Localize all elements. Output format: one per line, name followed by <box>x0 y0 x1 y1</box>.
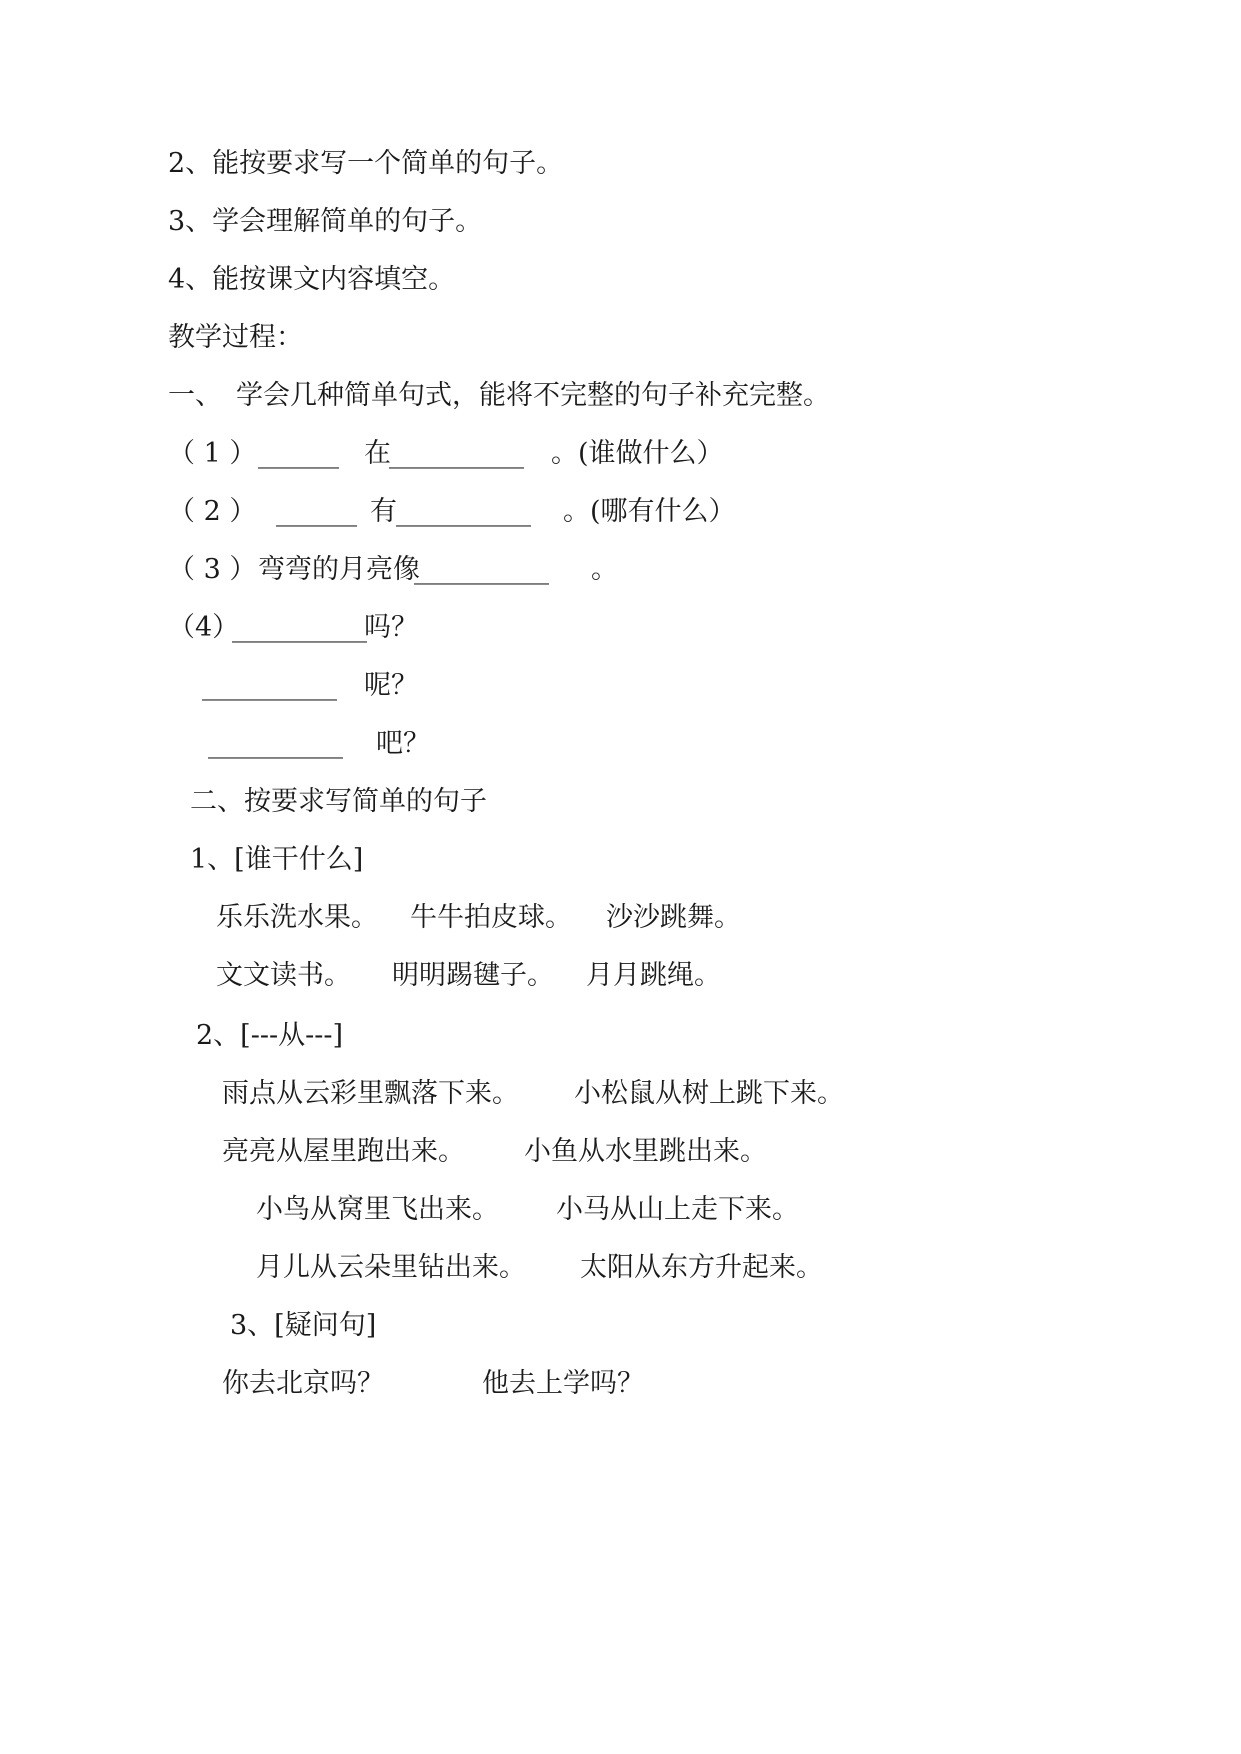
process-heading: 教学过程： <box>168 322 303 353</box>
section1-heading-number: 一、 <box>168 380 222 411</box>
exercise-3-number: （ 3 ） <box>168 554 257 585</box>
sub1-label: 1、[谁干什么] <box>190 844 364 875</box>
objective-4: 4、能按课文内容填空。 <box>168 264 456 295</box>
exercise-4-number: （4） <box>168 612 240 643</box>
exercise-4-end-1: 吗？ <box>364 612 418 643</box>
exercise-2-hint: 。(哪有什么） <box>563 496 736 527</box>
exercise-1-number: （ 1 ） <box>168 438 257 469</box>
exercise-1-hint: 。(谁做什么） <box>551 438 724 469</box>
sub2-row3-sentence-2: 小马从山上走下来。 <box>556 1194 799 1225</box>
exercise-4-end-3: 吧？ <box>376 728 430 759</box>
exercise-1-word: 在 <box>364 438 391 469</box>
sub1-row1-sentence-1: 乐乐洗水果。 <box>216 902 378 933</box>
sub2-row4-sentence-1: 月儿从云朵里钻出来。 <box>256 1252 526 1283</box>
sub3-label: 3、[疑问句] <box>230 1310 377 1341</box>
sub2-row1-sentence-1: 雨点从云彩里飘落下来。 <box>222 1078 519 1109</box>
objective-3: 3、学会理解简单的句子。 <box>168 206 483 237</box>
exercise-4-blank-2[interactable]: __________ <box>202 670 337 701</box>
sub2-row3-sentence-1: 小鸟从窝里飞出来。 <box>256 1194 499 1225</box>
exercise-1-blank-a[interactable]: ______ <box>258 438 339 469</box>
sub2-row2-sentence-1: 亮亮从屋里跑出来。 <box>222 1136 465 1167</box>
sub1-row2-sentence-3: 月月跳绳。 <box>586 960 721 991</box>
sub3-row1-sentence-2: 他去上学吗？ <box>482 1368 644 1399</box>
objective-2: 2、能按要求写一个简单的句子。 <box>168 148 564 179</box>
sub2-row1-sentence-2: 小松鼠从树上跳下来。 <box>574 1078 844 1109</box>
exercise-3-blank[interactable]: __________ <box>414 554 549 585</box>
exercise-2-number: （ 2 ） <box>168 496 257 527</box>
section1-heading-text: 学会几种简单句式，能将不完整的句子补充完整。 <box>236 380 830 411</box>
sub1-row2-sentence-2: 明明踢毽子。 <box>392 960 554 991</box>
sub1-row1-sentence-2: 牛牛拍皮球。 <box>410 902 572 933</box>
exercise-4-blank-1[interactable]: __________ <box>232 612 367 643</box>
exercise-1-blank-b[interactable]: __________ <box>389 438 524 469</box>
sub2-row2-sentence-2: 小鱼从水里跳出来。 <box>524 1136 767 1167</box>
exercise-3-end: 。 <box>591 554 618 585</box>
exercise-3-text: 弯弯的月亮像 <box>258 554 420 585</box>
exercise-2-word: 有 <box>370 496 397 527</box>
sub2-row4-sentence-2: 太阳从东方升起来。 <box>580 1252 823 1283</box>
exercise-4-blank-3[interactable]: __________ <box>208 728 343 759</box>
sub2-label: 2、[---从---] <box>196 1020 343 1051</box>
exercise-2-blank-b[interactable]: __________ <box>396 496 531 527</box>
section2-heading: 二、按要求写简单的句子 <box>190 786 487 817</box>
exercise-2-blank-a[interactable]: ______ <box>276 496 357 527</box>
exercise-4-end-2: 呢？ <box>364 670 418 701</box>
sub3-row1-sentence-1: 你去北京吗？ <box>222 1368 384 1399</box>
sub1-row1-sentence-3: 沙沙跳舞。 <box>606 902 741 933</box>
sub1-row2-sentence-1: 文文读书。 <box>216 960 351 991</box>
